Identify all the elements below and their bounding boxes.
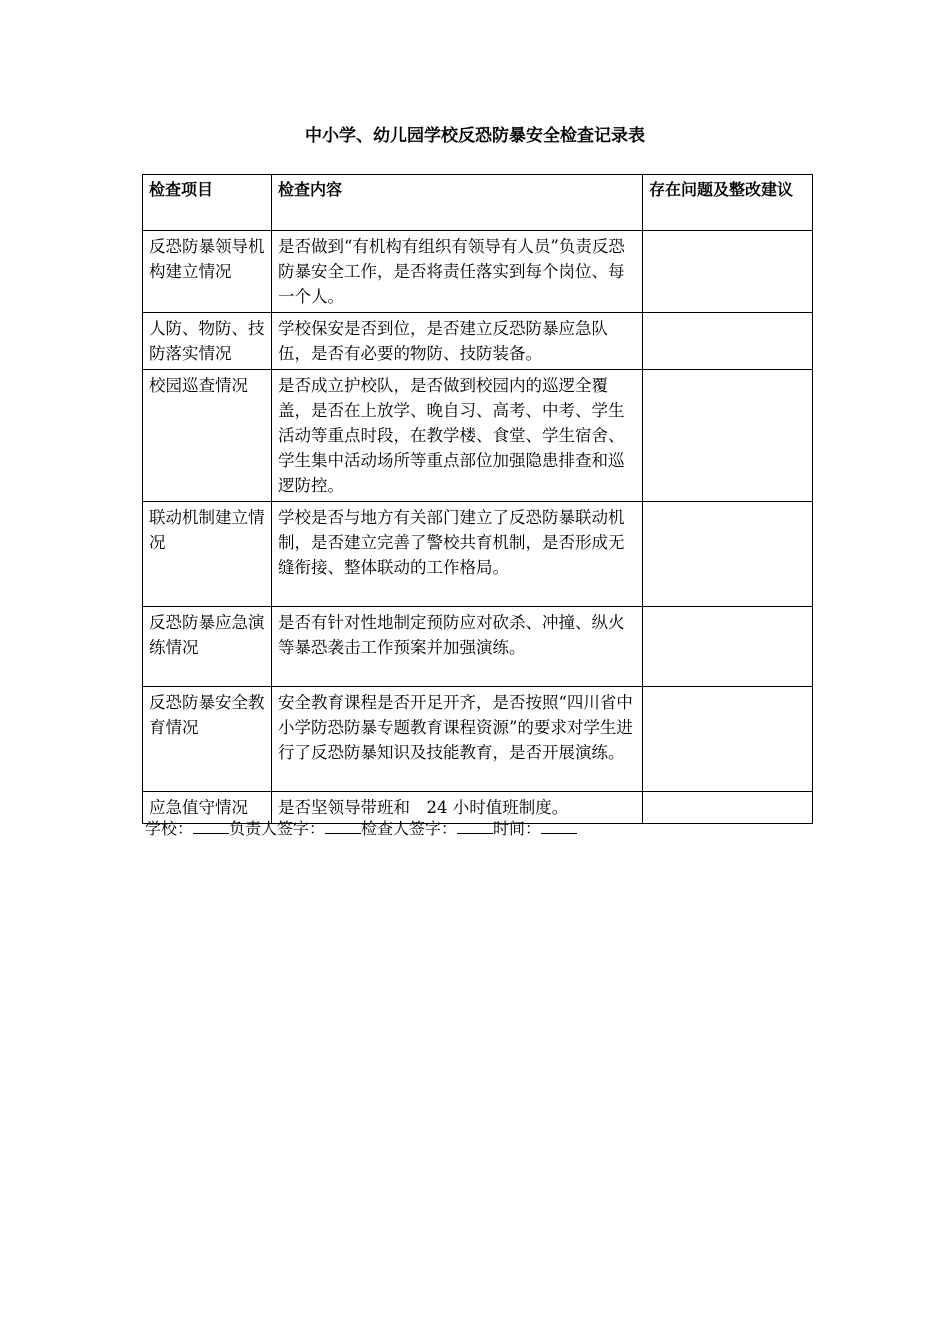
cell-issue-field[interactable] bbox=[643, 370, 813, 502]
cell-check-item: 联动机制建立情况 bbox=[143, 502, 272, 607]
cell-check-item: 反恐防暴领导机构建立情况 bbox=[143, 231, 272, 313]
cell-issue-field[interactable] bbox=[643, 313, 813, 370]
time-blank[interactable] bbox=[541, 818, 577, 834]
header-check-item: 检查项目 bbox=[143, 175, 272, 231]
cell-check-item: 校园巡查情况 bbox=[143, 370, 272, 502]
cell-check-item: 反恐防暴应急演练情况 bbox=[143, 607, 272, 687]
principal-signature-blank[interactable] bbox=[325, 818, 361, 834]
cell-check-content: 学校是否与地方有关部门建立了反恐防暴联动机制，是否建立完善了警校共育机制，是否形成无缝衔接、整体联动的工作格局。 bbox=[272, 502, 643, 607]
cell-issue-field[interactable] bbox=[643, 231, 813, 313]
cell-check-content: 是否坚领导带班和 24 小时值班制度。 bbox=[272, 792, 643, 824]
cell-issue-field[interactable] bbox=[643, 792, 813, 824]
cell-check-content: 安全教育课程是否开足开齐，是否按照“四川省中小学防恐防暴专题教育课程资源”的要求对学生进行了反恐防暴知识及技能教育，是否开展演练。 bbox=[272, 687, 643, 792]
cell-issue-field[interactable] bbox=[643, 687, 813, 792]
table-row bbox=[143, 502, 813, 607]
cell-check-item: 反恐防暴安全教育情况 bbox=[143, 687, 272, 792]
table-row bbox=[143, 370, 813, 502]
cell-check-item: 人防、物防、技防落实情况 bbox=[143, 313, 272, 370]
table-row bbox=[143, 313, 813, 370]
cell-check-content: 是否做到“有机构有组织有领导有人员”负责反恐防暴安全工作，是否将责任落实到每个岗位、每一个人。 bbox=[272, 231, 643, 313]
cell-check-content: 学校保安是否到位，是否建立反恐防暴应急队伍，是否有必要的物防、技防装备。 bbox=[272, 313, 643, 370]
cell-issue-field[interactable] bbox=[643, 607, 813, 687]
header-check-content: 检查内容 bbox=[272, 175, 643, 231]
principal-signature-label: 负责人签字： bbox=[229, 819, 326, 838]
school-label: 学校： bbox=[145, 819, 194, 838]
cell-check-item: 应急值守情况 bbox=[143, 792, 272, 824]
cell-issue-field[interactable] bbox=[643, 502, 813, 607]
inspector-signature-label: 检查人签字： bbox=[361, 819, 458, 838]
table-header-row bbox=[143, 175, 813, 231]
cell-check-content: 是否有针对性地制定预防应对砍杀、冲撞、纵火等暴恐袭击工作预案并加强演练。 bbox=[272, 607, 643, 687]
signature-footer bbox=[145, 818, 577, 840]
table-row bbox=[143, 231, 813, 313]
header-issues-suggestions: 存在问题及整改建议 bbox=[643, 175, 813, 231]
inspector-signature-blank[interactable] bbox=[457, 818, 493, 834]
cell-check-content: 是否成立护校队，是否做到校园内的巡逻全覆盖，是否在上放学、晚自习、高考、中考、学生活动等重点时段，在教学楼、食堂、学生宿舍、学生集中活动场所等重点部位加强隐患排查和巡逻防控。 bbox=[272, 370, 643, 502]
school-blank[interactable] bbox=[193, 818, 229, 834]
table-row bbox=[143, 687, 813, 792]
document-title: 中小学、幼儿园学校反恐防暴安全检查记录表 bbox=[305, 126, 645, 146]
time-label: 时间： bbox=[493, 819, 542, 838]
inspection-table bbox=[142, 174, 813, 824]
table-row bbox=[143, 607, 813, 687]
